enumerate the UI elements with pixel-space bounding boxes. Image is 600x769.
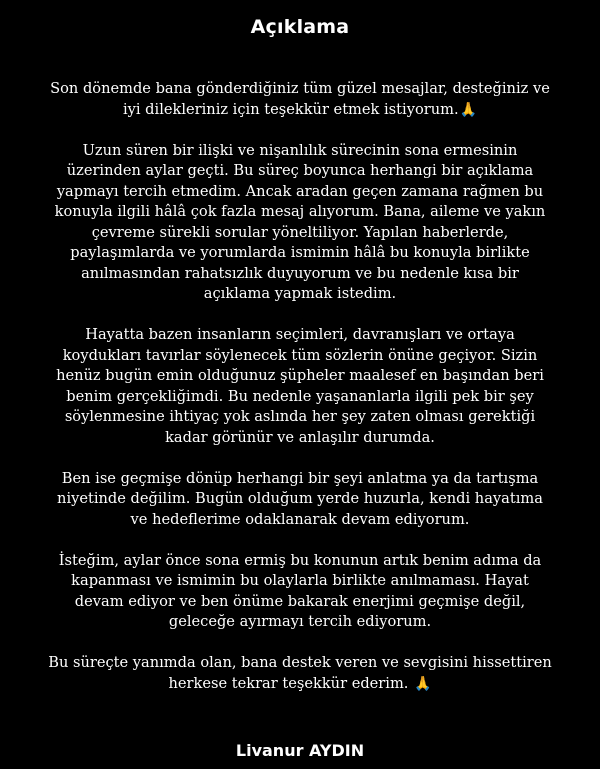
text-line [30, 674, 570, 695]
text-line: İsteğim, aylar önce sona ermiş bu konunun artık benim adıma da [58, 551, 542, 569]
text-line: yapmayı tercih etmedim. Ancak aradan geçen zamana rağmen bu [56, 182, 544, 200]
text-line: kapanması ve ismimin bu olaylarla birlikte anılmaması. Hayat [71, 572, 529, 589]
text-line-content: iyi dilekleriniz için teşekkür etmek istiyorum. [122, 100, 459, 118]
paragraph-6 [30, 653, 570, 694]
text-line: Uzun süren bir ilişki ve nişanlılık sürecinin sona ermesinin [82, 141, 518, 159]
text-line: paylaşımlarda ve yorumlarda ismimin hâlâ bu konuyla birlikte [70, 244, 530, 261]
text-line: anılmasından rahatsızlık duyuyorum ve bu nedenle kısa bir [81, 264, 519, 282]
text-line: kadar görünür ve anlaşılır durumda. [165, 428, 435, 446]
text-line [30, 100, 570, 121]
text-line: Bu süreçte yanımda olan, bana destek veren ve sevgisini hissettiren [48, 654, 552, 671]
text-line: ve hedeflerime odaklanarak devam ediyorum. [130, 510, 470, 528]
praying-hands-icon: 🙏 [414, 675, 432, 692]
page-title: Açıklama [250, 16, 350, 38]
text-line: devam ediyor ve ben önüme bakarak enerjimi geçmişe değil, [74, 592, 526, 610]
praying-hands-icon: 🙏 [459, 101, 478, 118]
text-line: Son dönemde bana gönderdiğiniz tüm güzel mesajlar, desteğiniz ve [50, 80, 550, 97]
text-line: çevreme sürekli sorular yöneltiliyor. Yapılan haberlerde, [91, 223, 509, 241]
signature: Livanur AYDIN [235, 741, 365, 760]
statement-body [30, 79, 570, 694]
paragraph-5 [30, 551, 570, 633]
text-line: koydukları tavırlar söylenecek tüm sözlerin önüne geçiyor. Sizin [62, 346, 538, 364]
text-line: geleceğe ayırmayı tercih ediyorum. [168, 613, 432, 630]
text-line: benim gerçekliğimdi. Bu nedenle yaşananlarla ilgili pek bir şey [66, 387, 534, 405]
paragraph-4 [30, 469, 570, 531]
text-line: niyetinde değilim. Bugün olduğum yerde huzurla, kendi hayatıma [57, 490, 543, 507]
text-line: henüz bugün emin olduğunuz şüpheler maalesef en başından beri [56, 367, 544, 384]
text-line: açıklama yapmak istedim. [203, 285, 397, 302]
text-line: Hayatta bazen insanların seçimleri, davranışları ve ortaya [85, 326, 515, 343]
paragraph-3 [30, 325, 570, 448]
text-line-content: herkese tekrar teşekkür ederim. [168, 674, 409, 692]
text-line: söylenmesine ihtiyaç yok aslında her şey zaten olması gerektiği [64, 408, 536, 425]
paragraph-1 [30, 79, 570, 120]
paragraph-2 [30, 141, 570, 305]
text-line: Ben ise geçmişe dönüp herhangi bir şeyi anlatma ya da tartışma [61, 469, 539, 487]
text-line: konuyla ilgili hâlâ çok fazla mesaj alıyorum. Bana, aileme ve yakın [54, 203, 546, 220]
text-line: üzerinden aylar geçti. Bu süreç boyunca herhangi bir açıklama [66, 162, 534, 179]
